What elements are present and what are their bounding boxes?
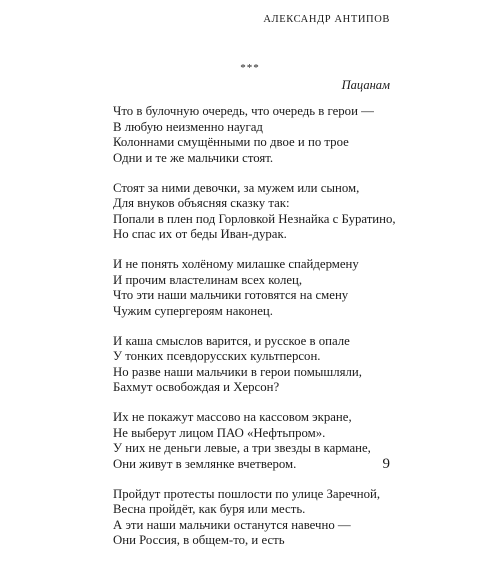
poem-body [113,104,413,563]
poem-line: Не выберут лицом ПАО «Нефтьпром». [113,425,326,440]
poem-dedication: Пацанам [341,78,390,92]
poem-line: Одни и те же мальчики стоят. [113,150,274,165]
poem-line: Бахмут освобождая и Херсон? [113,380,280,394]
poem-line: Для внуков объясняя сказку так: [113,196,290,210]
poem-line: Колоннами смущёнными по двое и по трое [113,135,349,149]
poem-line: Но разве наши мальчики в герои помышляли, [113,364,362,379]
poem-line: Они живут в землянке вчетвером. [113,456,297,471]
poem-line: Чужим супергероям наконец. [113,303,273,318]
stanza-3 [113,257,413,319]
poem-line: Пройдут протесты пошлости по улице Заречной, [113,486,381,501]
poem-line: Попали в плен под Горловкой Незнайка с Буратино, [113,211,396,226]
poem-line: Их не покажут массово на кассовом экране, [113,410,352,424]
poem-line: Они Россия, в общем-то, и есть [113,533,285,547]
poem-line: Но спас их от беды Иван-дурак. [113,227,287,241]
running-header-author: АЛЕКСАНДР АНТИПОВ [263,14,390,25]
stanza-1 [113,104,413,166]
poem-line: Что в булочную очередь, что очередь в герои — [113,104,374,118]
stanza-6 [113,487,413,549]
page-number: 9 [382,456,390,472]
poem-line: Что эти наши мальчики готовятся на смену [113,288,349,302]
stanza-4 [113,334,413,396]
poem-line: Весна пройдёт, как буря или месть. [113,502,306,516]
poem-line: У тонких псевдорусских культперсон. [113,349,321,363]
section-asterism: *** [240,62,260,74]
poem-line: А эти наши мальчики останутся навечно — [113,517,351,532]
stanza-2 [113,181,413,243]
poem-line: И не понять холёному милашке спайдермену [113,257,359,271]
poem-line: И прочим властелинам всех колец, [113,272,303,287]
poem-line: У них не деньги левые, а три звезды в кармане, [113,441,371,455]
stanza-5 [113,410,413,472]
poem-line: В любую неизменно наугад [113,119,263,134]
poem-line: И каша смыслов варится, и русское в опале [113,333,350,348]
poem-line: Стоят за ними девочки, за мужем или сыном, [113,180,360,195]
